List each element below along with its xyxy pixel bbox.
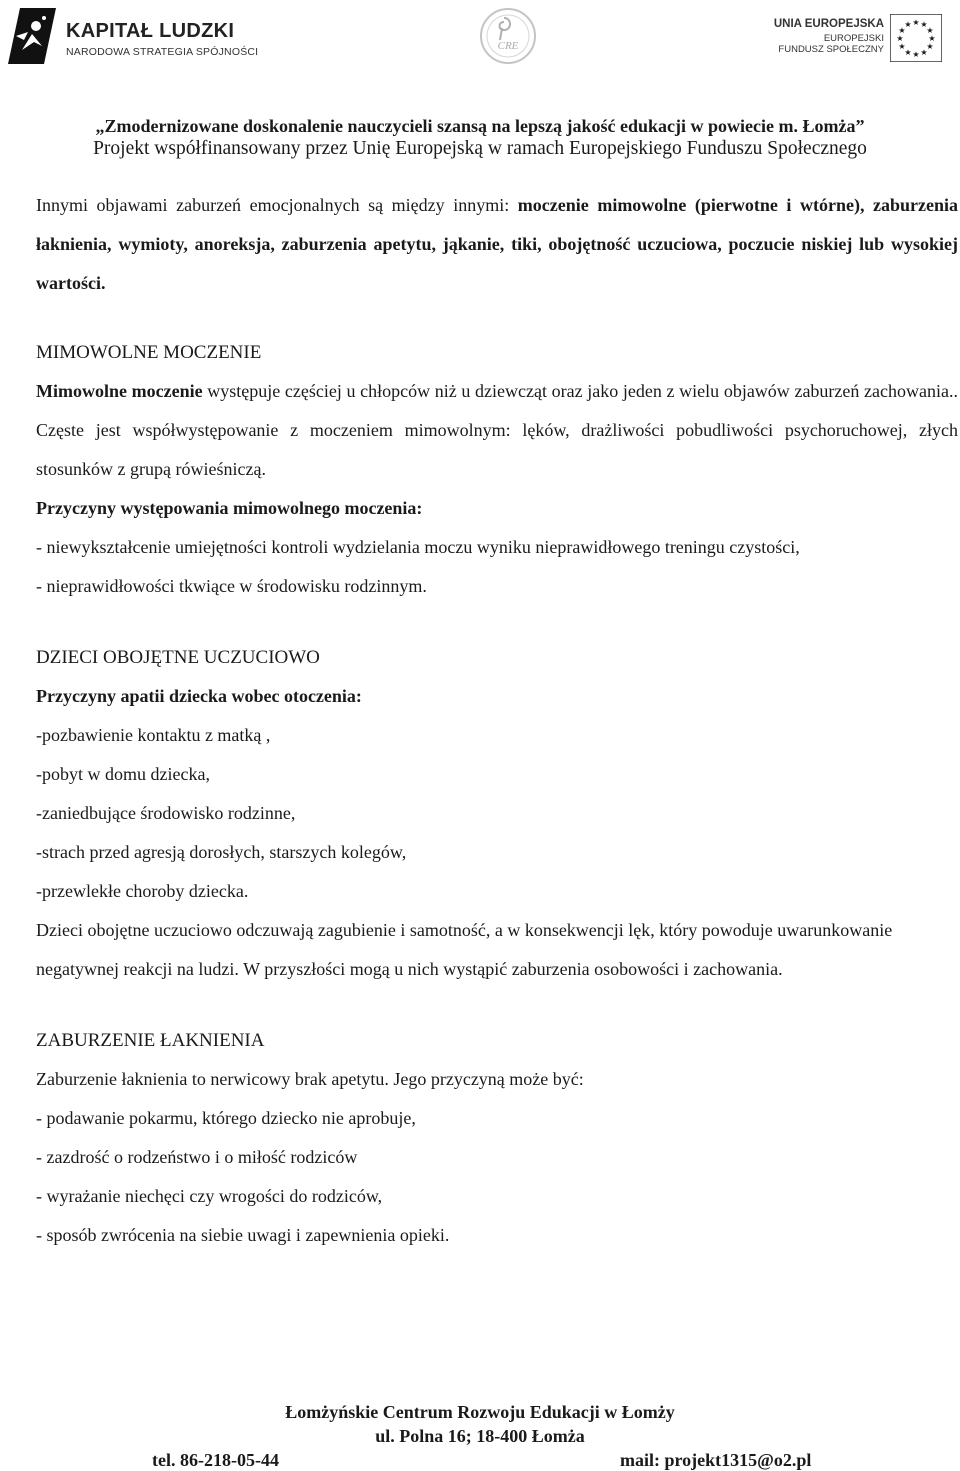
svg-text:★: ★ — [928, 34, 936, 43]
section1-text: występuje częściej u chłopców niż u dziewcząt oraz jako jeden z wielu objawów zaburzeń zachowania.. Częste jest współwystępowanie z moczeniem mimowolnym: lęków, drażliwości pobudliwości psychoruchowej, złych stosunków z grupą rówieśniczą. — [36, 381, 958, 479]
kapital-ludzki-emblem-icon — [4, 6, 59, 66]
section1-cause-1: - niewykształcenie umiejętności kontroli wydzielania moczu wyniku nieprawidłowego treningu czystości, — [36, 537, 800, 557]
svg-text:★: ★ — [926, 26, 934, 35]
svg-text:★: ★ — [920, 20, 928, 29]
section1-term: Mimowolne moczenie — [36, 381, 203, 401]
kapital-ludzki-title: KAPITAŁ LUDZKI — [66, 20, 235, 42]
svg-text:★: ★ — [898, 26, 906, 35]
section2-list — [36, 716, 958, 911]
svg-text:★: ★ — [896, 34, 904, 43]
list-item: - zazdrość o rodzeństwo i o miłość rodziców — [36, 1147, 358, 1167]
section2-subheading: Przyczyny apatii dziecka wobec otoczenia: — [36, 686, 362, 706]
list-item: -pozbawienie kontaktu z matką , — [36, 725, 271, 745]
svg-text:★: ★ — [926, 42, 934, 51]
project-funding: Projekt współfinansowany przez Unię Europejską w ramach Europejskiego Funduszu Społecznego — [93, 138, 867, 159]
section3-intro: Zaburzenie łaknienia to nerwicowy brak apetytu. Jego przyczyną może być: — [36, 1069, 584, 1089]
project-title: „Zmodernizowane doskonalenie nauczycieli szansą na lepszą jakość edukacji w powiecie m. Łomża” — [95, 116, 865, 136]
list-item: - podawanie pokarmu, którego dziecko nie aprobuje, — [36, 1108, 416, 1128]
spacer — [36, 606, 958, 638]
cre-emblem-icon — [478, 6, 538, 68]
svg-text:★: ★ — [904, 20, 912, 29]
eu-logo-line1: EUROPEJSKI — [823, 33, 884, 44]
intro-paragraph — [36, 186, 958, 303]
eu-logo-title: UNIA EUROPEJSKA — [773, 18, 884, 30]
footer-organization: Łomżyńskie Centrum Rozwoju Edukacji w Łomży — [285, 1402, 675, 1422]
footer-address: ul. Polna 16; 18-400 Łomża — [375, 1426, 585, 1446]
footer-email: mail: projekt1315@o2.pl — [620, 1450, 812, 1470]
footer-phone: tel. 86-218-05-44 — [152, 1450, 279, 1470]
spacer — [36, 303, 958, 333]
list-item: -zaniedbujące środowisko rodzinne, — [36, 803, 296, 823]
eu-logo-line2: FUNDUSZ SPOŁECZNY — [778, 44, 884, 55]
cre-logo-text: CRE — [497, 40, 519, 52]
eu-logo — [760, 12, 960, 72]
svg-text:★: ★ — [912, 18, 920, 27]
page-header — [0, 0, 960, 100]
intro-bold-list: moczenie mimowolne (pierwotne i wtórne), zaburzenia łaknienia, wymioty, anoreksja, zaburzenia apetytu, jąkanie, tiki, obojętność uczuciowa, poczucie niskiej lub wysokiej wartości. — [36, 195, 958, 293]
section-heading-zaburzenie-laknienia: ZABURZENIE ŁAKNIENIA — [36, 1030, 265, 1051]
list-item: - sposób zwrócenia na siebie uwagi i zapewnienia opieki. — [36, 1225, 450, 1245]
eu-stars-flag-icon — [890, 14, 942, 62]
list-item: -strach przed agresją dorosłych, starszych kolegów, — [36, 842, 407, 862]
eu-logo-subtitle — [778, 33, 884, 55]
kapital-ludzki-subtitle: NARODOWA STRATEGIA SPÓJNOŚCI — [66, 46, 259, 58]
cre-logo — [478, 6, 538, 68]
section-heading-dzieci-obojetne: DZIECI OBOJĘTNE UCZUCIOWO — [36, 647, 320, 668]
section1-causes-heading: Przyczyny występowania mimowolnego moczenia: — [36, 498, 423, 518]
kapital-ludzki-logo — [4, 6, 304, 66]
list-item: -pobyt w domu dziecka, — [36, 764, 210, 784]
document-body — [36, 186, 958, 1255]
svg-text:★: ★ — [920, 48, 928, 57]
section3-list — [36, 1099, 958, 1255]
svg-text:★: ★ — [904, 48, 912, 57]
list-item: - wyrażanie niechęci czy wrogości do rodziców, — [36, 1186, 383, 1206]
spacer — [36, 989, 958, 1021]
svg-text:★: ★ — [912, 50, 920, 59]
section1-cause-2: - nieprawidłowości tkwiące w środowisku rodzinnym. — [36, 576, 427, 596]
svg-text:★: ★ — [898, 42, 906, 51]
section1-paragraph — [36, 372, 958, 489]
section2-paragraph: Dzieci obojętne uczuciowo odczuwają zagubienie i samotność, a w konsekwencji lęk, który powoduje uwarunkowanie negatywnej reakcji na ludzi. W przyszłości mogą u nich wystąpić zaburzenia osobowości i zachowania. — [36, 920, 893, 979]
section-heading-mimowolne-moczenie: MIMOWOLNE MOCZENIE — [36, 342, 262, 363]
intro-prefix: Innymi objawami zaburzeń emocjonalnych są między innymi: — [36, 195, 518, 215]
list-item: -przewlekłe choroby dziecka. — [36, 881, 249, 901]
